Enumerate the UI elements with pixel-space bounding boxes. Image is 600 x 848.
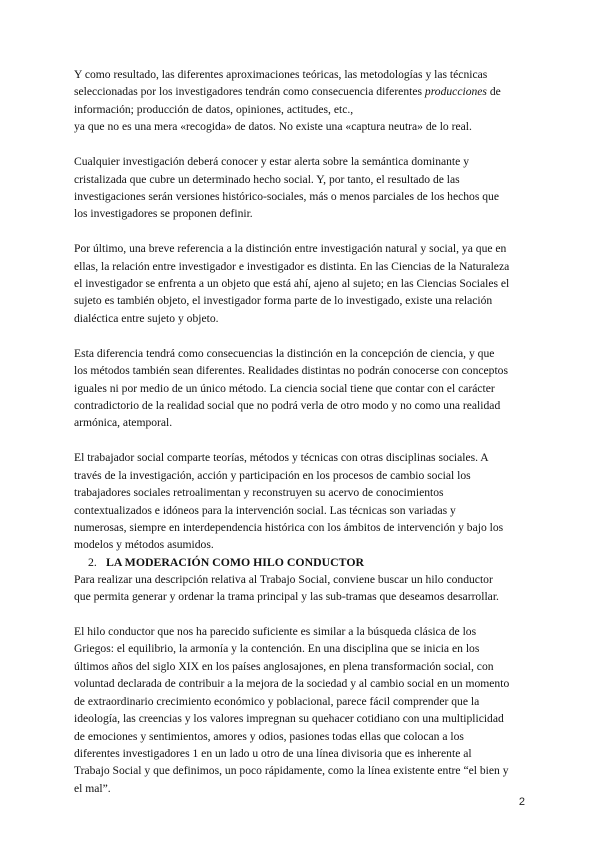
text-line: Esta diferencia tendrá como consecuencias la distinción en la concepción de ciencia, y que: [74, 346, 495, 360]
section-title: LA MODERACIÓN COMO HILO CONDUCTOR: [106, 554, 365, 569]
text-line: ideología, las creencias y los valores impregnan su quehacer cotidiano con una multiplicidad: [74, 712, 504, 726]
text-line: dialéctica entre sujeto y objeto.: [74, 311, 219, 325]
text-line: armónica, atemporal.: [74, 416, 173, 430]
text-line: modelos y métodos asumidos.: [74, 538, 214, 552]
page-content: [74, 66, 529, 797]
page-number: 2: [518, 796, 525, 808]
text-line: que permita generar y ordenar la trama principal y las sub-tramas que deseamos desarrollar.: [74, 590, 499, 604]
section-number: 2.: [88, 554, 97, 569]
text-line: los investigadores se proponen definir.: [74, 207, 253, 221]
text-line: de extraordinario crecimiento económico y poblacional, parece fácil comprender que la: [74, 694, 480, 708]
text-line: trabajadores sociales retroalimentan y reconstruyen su acervo de conocimientos: [74, 486, 444, 500]
text-line: Y como resultado, las diferentes aproximaciones teóricas, las metodologías y las técnicas: [74, 68, 488, 81]
text-line: iguales ni por medio de un único método. La ciencia social tiene que contar con el carácter: [74, 381, 495, 395]
text-line: información; producción de datos, opiniones, actitudes, etc.,: [74, 102, 354, 116]
text-line: Griegos: el equilibrio, la armonía y la contención. En una disciplina que se inicia en los: [74, 642, 480, 656]
paragraph-1: [74, 66, 529, 136]
text-segment: seleccionadas por los investigadores tendrán como consecuencia diferentes: [74, 85, 425, 99]
text-segment: de: [486, 85, 501, 99]
paragraph-2: [74, 153, 529, 223]
text-line: diferentes investigadores 1 en un lado u otro de una línea divisoria que es inherente al: [74, 746, 472, 760]
paragraph-4: [74, 345, 529, 432]
text-line: El hilo conductor que nos ha parecido suficiente es similar a la búsqueda clásica de los: [74, 625, 477, 639]
text-line: numerosas, siempre en interdependencia histórica con los ámbitos de intervención y bajo los: [74, 520, 504, 534]
text-line: través de la investigación, acción y participación en los procesos de cambio social los: [74, 468, 471, 482]
text-line: [74, 83, 529, 100]
italic-word: producciones: [424, 85, 487, 99]
text-line: sujeto es también objeto, el investigador forma parte de lo investigado, existe una relación: [74, 294, 493, 308]
text-line: voluntad declarada de contribuir a la mejora de la sociedad y al cambio social en un momento: [74, 677, 510, 691]
paragraph-5: [74, 449, 529, 553]
text-line: ellas, la relación entre investigador e investigador es distinta. En las Ciencias de la Naturaleza: [74, 259, 510, 273]
text-line: los métodos también sean diferentes. Realidades distintas no podrán conocerse con conceptos: [74, 364, 508, 378]
paragraph-3: [74, 240, 529, 327]
text-line: Trabajo Social y que definimos, un poco rápidamente, como la línea existente entre “el bien y: [74, 764, 509, 778]
text-line: últimos años del siglo XIX en los países anglosajones, en plena transformación social, con: [74, 659, 494, 673]
text-line: El trabajador social comparte teorías, métodos y técnicas con otras disciplinas sociales. A: [74, 451, 489, 465]
text-line: Por último, una breve referencia a la distinción entre investigación natural y social, ya que en: [74, 242, 507, 256]
text-line: el investigador se enfrenta a un objeto que está ahí, ajeno al sujeto; en las Ciencias Sociales el: [74, 277, 510, 291]
text-line: Cualquier investigación deberá conocer y estar alerta sobre la semántica dominante y: [74, 155, 469, 169]
text-line: ya que no es una mera «recogida» de datos. No existe una «captura neutra» de lo real.: [74, 120, 472, 134]
paragraph-6: [74, 571, 529, 606]
text-line: contradictorio de la realidad social que no podrá verla de otro modo y no como una realidad: [74, 399, 501, 412]
text-line: el mal”.: [74, 781, 111, 795]
text-line: investigaciones serán versiones histórico-sociales, más o menos parciales de los hechos que: [74, 189, 499, 203]
section-heading: [74, 554, 529, 571]
text-line: cristalizada que cubre un determinado hecho social. Y, por tanto, el resultado de las: [74, 172, 460, 186]
paragraph-7: [74, 623, 529, 797]
text-line: contextualizados e idóneos para la intervención social. Las técnicas son variadas y: [74, 503, 456, 517]
text-line: Para realizar una descripción relativa al Trabajo Social, conviene buscar un hilo conductor: [74, 572, 493, 586]
text-line: de emociones y sentimientos, amores y odios, pasiones todas ellas que colocan a los: [74, 729, 464, 743]
